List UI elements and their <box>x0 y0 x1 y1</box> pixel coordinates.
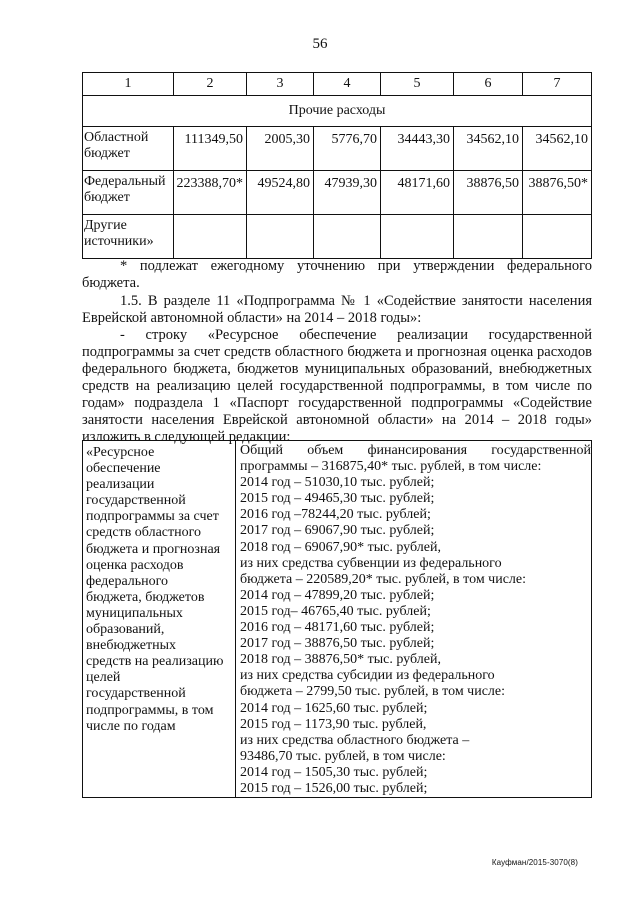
table-cell: 48171,60 <box>381 171 454 215</box>
resource-label-line: подпрограммы за счет <box>86 509 219 525</box>
resource-value-line: из них средства субвенции из федерального <box>240 555 502 571</box>
resource-value-line: 2014 год – 1625,60 тыс. рублей; <box>240 700 428 716</box>
resource-label-line: реализации <box>86 477 155 493</box>
resource-label-line: средств областного <box>86 525 202 541</box>
header-cell: 5 <box>381 73 454 96</box>
resource-label-line: обеспечение <box>86 461 161 477</box>
table-header-row <box>83 73 592 96</box>
table-cell: 111349,50 <box>174 127 247 171</box>
resource-label-line: образований, <box>86 622 165 638</box>
table-cell: 49524,80 <box>247 171 314 215</box>
resource-value-line: 2015 год – 1173,90 тыс. рублей, <box>240 716 427 732</box>
resource-label-line: подпрограммы, в том <box>86 702 214 718</box>
table-cell <box>523 215 592 259</box>
resource-label-line: муниципальных <box>86 605 183 621</box>
resource-value-line: 2017 год – 69067,90 тыс. рублей; <box>240 523 435 539</box>
document-code: Кауфман/2015-3070(8) <box>491 858 578 867</box>
resource-value-line: 2014 год – 1505,30 тыс. рублей; <box>240 764 428 780</box>
table-cell: 223388,70* <box>174 171 247 215</box>
table-cell: 34562,10 <box>454 127 523 171</box>
table-cell <box>454 215 523 259</box>
table-cell: 5776,70 <box>314 127 381 171</box>
resource-label-line: бюджета, бюджетов <box>86 589 205 605</box>
table-cell: 38876,50* <box>523 171 592 215</box>
resource-value-line: бюджета – 2799,50 тыс. рублей, в том числе: <box>240 684 506 700</box>
table-cell: 34562,10 <box>523 127 592 171</box>
resource-value-line: 2015 год – 49465,30 тыс. рублей; <box>240 491 435 507</box>
row-label: Федеральный бюджет <box>83 171 174 215</box>
table-row <box>83 171 592 215</box>
resource-value-line: из них средства областного бюджета – <box>240 732 470 748</box>
resource-label-line: государственной <box>86 686 186 702</box>
paragraph-replace-row: - строку «Ресурсное обеспечение реализации государственной подпрограммы за счет средств областного бюджета и прогнозная оценка расходов федерального бюджета, бюджетов муниципальных образований, внебюджетных средств на реализацию целей государственной подпрограммы, в том числе по годам» подраздела 1 «Паспорт государственной подпрограммы «Содействие занятости населения Еврейской автономной области» на 2014 – 2018 годы» изложить в следующей редакции: <box>82 327 592 445</box>
header-cell: 6 <box>454 73 523 96</box>
resource-table <box>82 440 592 798</box>
resource-label-line: «Ресурсное <box>86 445 155 460</box>
resource-label-line: оценка расходов <box>86 557 184 573</box>
resource-label-line: бюджета и прогнозная <box>86 541 221 557</box>
section-title: Прочие расходы <box>83 96 592 127</box>
table-cell <box>174 215 247 259</box>
table-cell <box>381 215 454 259</box>
resource-label-line: государственной <box>86 493 186 509</box>
resource-value-line: 2014 год – 51030,10 тыс. рублей; <box>240 475 435 491</box>
resource-label-line: целей <box>86 670 121 686</box>
table-cell: 47939,30 <box>314 171 381 215</box>
table-cell: 38876,50 <box>454 171 523 215</box>
section-row <box>83 96 592 127</box>
resource-value-line: программы – 316875,40* тыс. рублей, в том числе: <box>240 459 542 475</box>
resource-value-line: 2015 год – 1526,00 тыс. рублей; <box>240 780 428 796</box>
table-cell: 2005,30 <box>247 127 314 171</box>
paragraph-section-change: 1.5. В разделе 11 «Подпрограмма № 1 «Содействие занятости населения Еврейской автономной области» на 2014 – 2018 годы»: <box>82 293 592 326</box>
resource-label-line: федерального <box>86 573 169 589</box>
resource-value-line: из них средства субсидии из федерального <box>240 668 495 684</box>
resource-value-cell <box>236 441 592 798</box>
table-row <box>83 127 592 171</box>
table-row <box>83 441 592 798</box>
header-cell: 2 <box>174 73 247 96</box>
header-cell: 7 <box>523 73 592 96</box>
resource-value-line: 2016 год – 48171,60 тыс. рублей; <box>240 620 435 636</box>
table-cell: 34443,30 <box>381 127 454 171</box>
row-label: Другие источники» <box>83 215 174 259</box>
table-cell <box>247 215 314 259</box>
resource-label-line: внебюджетных <box>86 638 177 654</box>
resource-value-line: бюджета – 220589,20* тыс. рублей, в том числе: <box>240 571 527 587</box>
resource-label-line: числе по годам <box>86 718 176 734</box>
table-row <box>83 215 592 259</box>
resource-label-cell <box>83 441 236 798</box>
header-cell: 1 <box>83 73 174 96</box>
resource-value-line: 2016 год –78244,20 тыс. рублей; <box>240 507 431 523</box>
resource-value-line: 2018 год – 69067,90* тыс. рублей, <box>240 539 441 555</box>
header-cell: 4 <box>314 73 381 96</box>
page-number: 56 <box>312 36 328 52</box>
resource-value-line: 93486,70 тыс. рублей, в том числе: <box>240 748 446 764</box>
resource-value-line: 2018 год – 38876,50* тыс. рублей, <box>240 652 441 668</box>
body-text <box>82 258 592 446</box>
resource-value-line: 2017 год – 38876,50 тыс. рублей; <box>240 636 435 652</box>
expenses-table <box>82 72 592 259</box>
resource-value-line: Общий объем финансирования государственной <box>240 443 591 458</box>
resource-label-line: средств на реализацию <box>86 654 224 670</box>
resource-value-line: 2014 год – 47899,20 тыс. рублей; <box>240 587 435 603</box>
footnote: * подлежат ежегодному уточнению при утверждении федерального бюджета. <box>82 258 592 291</box>
header-cell: 3 <box>247 73 314 96</box>
row-label: Областной бюджет <box>83 127 174 171</box>
table-cell <box>314 215 381 259</box>
resource-value-line: 2015 год– 46765,40 тыс. рублей; <box>240 603 431 619</box>
